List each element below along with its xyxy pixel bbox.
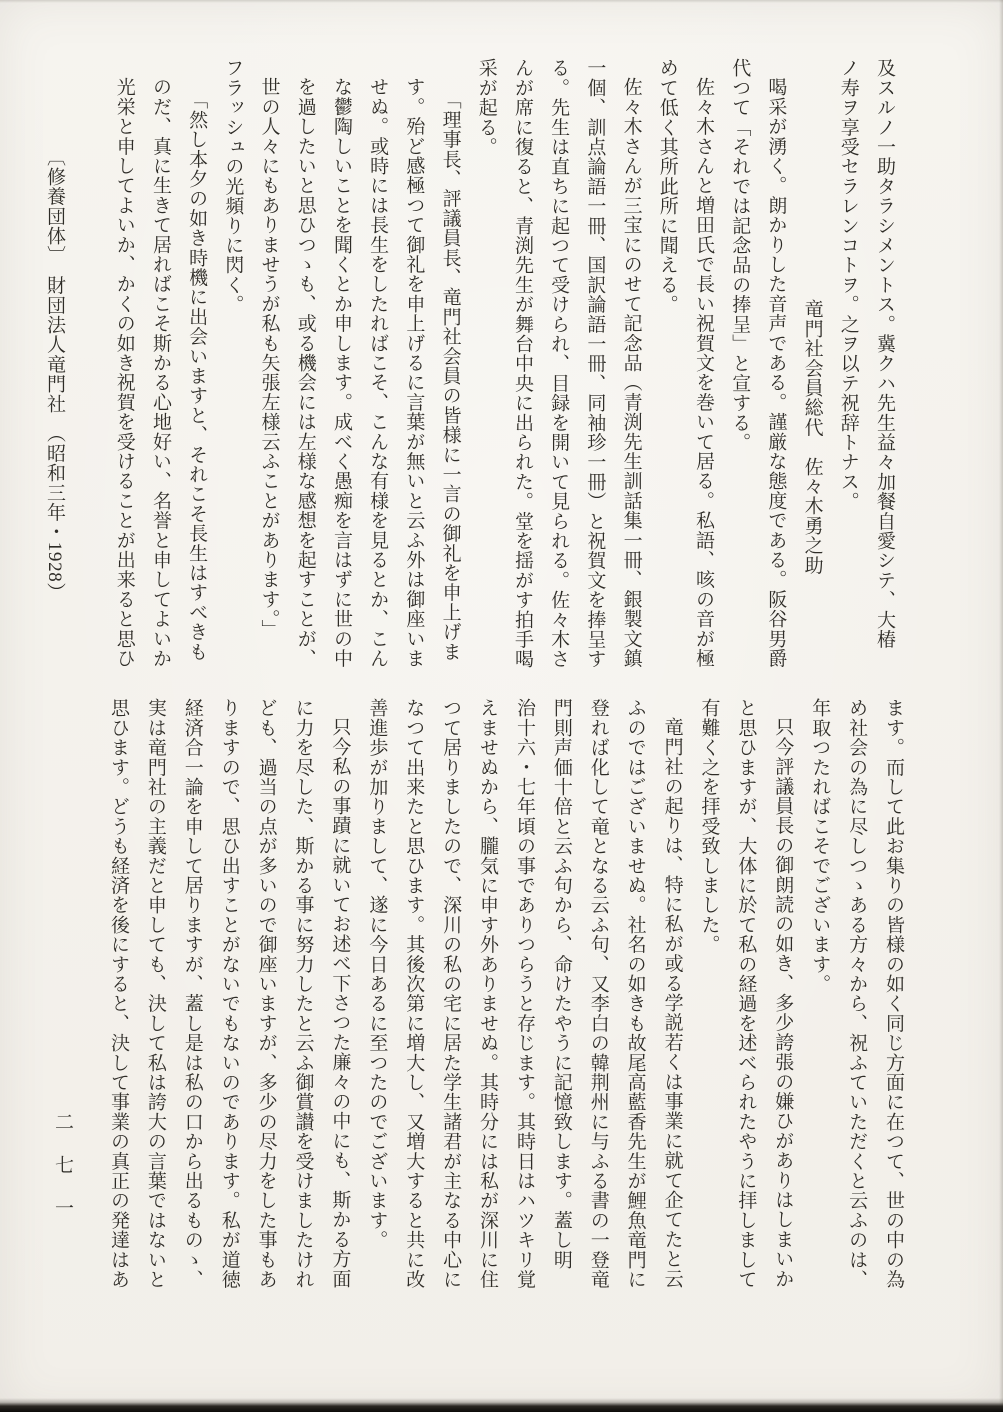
text-column: せぬ。或時には長生をしたればこそ、こんな有様を見るとか、こん [367,77,389,668]
text-column: る。先生は直ちに起つて受けられ、目録を開いて見られる。佐々木さ [548,58,570,669]
text-column: つて居りましたので、深川の私の宅に居た学生諸君が主なる中心に [440,698,462,1290]
text-column: ふのではございませぬ。社名の如きも故尾高藍香先生が鯉魚竜門に [624,698,646,1289]
text-column: 佐々木さんと増田氏で長い祝賀文を巻いて居る。私語、咳の音が極 [692,77,714,668]
text-column: ます。而して此お集りの皆様の如く同じ方面に在つて、世の中の為 [883,698,904,1290]
text-column: め社会の為に尽しつゝある方々から、祝ふていただくと云ふのは、 [846,698,868,1289]
text-column: 年取つたればこそでございます。 [809,698,831,994]
text-column: 采が起る。 [475,58,497,157]
page-number: 二七一 [52,1112,73,1241]
text-column: に力を尽した、斯かる事に努力したと云ふ御賞讃を受けましたけれ [292,698,314,1289]
text-column: 竜門社の起りは、特に私が或る学説若くは事業に就て企てたと云 [661,717,683,1289]
text-column: んが席に復ると、青渕先生が舞台中央に出られた。堂を揺がす拍手喝 [511,58,533,669]
text-block-bottom [99,698,911,1340]
scan-edge-bottom [0,1398,1003,1412]
text-column: えませぬから、朧気に申す外ありませぬ。其時分には私が深川に住 [477,698,499,1289]
text-column: 実は竜門社の主義だと申しても、決して私は誇大の言葉ではないと [144,698,166,1289]
text-column: ども、過当の点が多いので御座いますが、多少の尽力をした事もあ [255,698,277,1289]
text-column: 代つて「それでは記念品の捧呈」と宣する。 [729,58,751,452]
text-column: 只今評議員長の御朗読の如き、多少誇張の嫌ひがありはしまいか [772,717,794,1289]
text-column: 光栄と申してよいか、かくの如き祝賀を受けることが出来ると思ひ [113,77,135,668]
text-column: 世の人々にもありませうが私も矢張左様云ふことがあります。」 [258,77,280,639]
text-column: ノ寿ヲ享受セラレンコトヲ。之ヲ以テ祝辞トナス。 [837,58,859,512]
scan-edge-right [999,0,1003,1412]
text-column: を過したいと思ひつゝも、或る機会には左様な感想を起すことが、 [294,77,316,668]
text-column: 一個、訓点論語一冊、国訳論語一冊、同袖珍一冊）と祝賀文を捧呈す [584,58,606,669]
text-column: す。殆ど感極つて御礼を申上げるに言葉が無いと云ふ外は御座いま [403,77,425,668]
text-column: 只今私の事蹟に就いてお述べ下さつた廉々の中にも、斯かる方面 [329,717,351,1289]
text-column: な鬱陶しいことを聞くとか申します。成べく愚痴を言はずに世の中 [330,77,352,668]
text-column: 喝采が湧く。朗かりした音声である。謹厳な態度である。阪谷男爵 [765,77,787,668]
text-column: なつて出来たと思ひます。其後次第に増大し、又増大すると共に改 [403,698,425,1289]
text-column: めて低く其所此所に聞える。 [656,58,678,315]
text-block-top [106,58,902,700]
text-column: 治十六・七年頃の事でありつらうと存じます。其時日はハツキリ覚 [513,698,535,1289]
text-column: 有難く之を拝受致しました。 [698,698,720,955]
text-column: 善進歩が加りまして、遂に今日あるに至つたのでございます。 [366,698,388,1250]
scan-edge-top [0,0,1003,3]
text-column: 「理事長、評議員長、竜門社会員の皆様に一言の御礼を申上げま [439,90,461,662]
text-column: のだ、真に生きて居ればこそ斯かる心地好い、名誉と申してよいか [149,77,171,668]
text-column: 及スルノ一助タラシメントス。冀クハ先生益々加餐自愛シテ、大椿 [874,58,895,649]
text-column: 佐々木さんが三宝にのせて記念品（青渕先生訓話集一冊、銀製文鎮 [620,77,642,668]
text-column: 「然し本夕の如き時機に出会いますと、それこそ長生はすべきも [186,90,208,662]
text-column: と思ひますが、大体に於て私の経過を述べられたやうに拝しまして [735,698,757,1289]
text-column: 経済合一論を申して居りますが、蓋し是は私の口から出るものゝ、 [181,698,203,1289]
running-title: 〔修養団体〕 財団法人竜門社 （昭和三年・1928） [44,147,65,603]
text-column: 竜門社会員総代 佐々木勇之助 [801,299,823,576]
text-column: 思ひます。どうも経済を後にすると、決して事業の真正の発達はあ [107,698,129,1289]
text-column: フラッシュの光頻りに閃く。 [222,58,244,315]
text-column: りますので、思ひ出すことがないでもないのであります。私が道徳 [218,698,240,1289]
text-column: 門則声価十倍と云ふ句から、命けたやうに記憶致します。蓋し明 [550,698,572,1270]
text-column: 登れば化して竜となる云ふ句、又李白の韓荆州に与ふる書の一登竜 [587,698,609,1289]
